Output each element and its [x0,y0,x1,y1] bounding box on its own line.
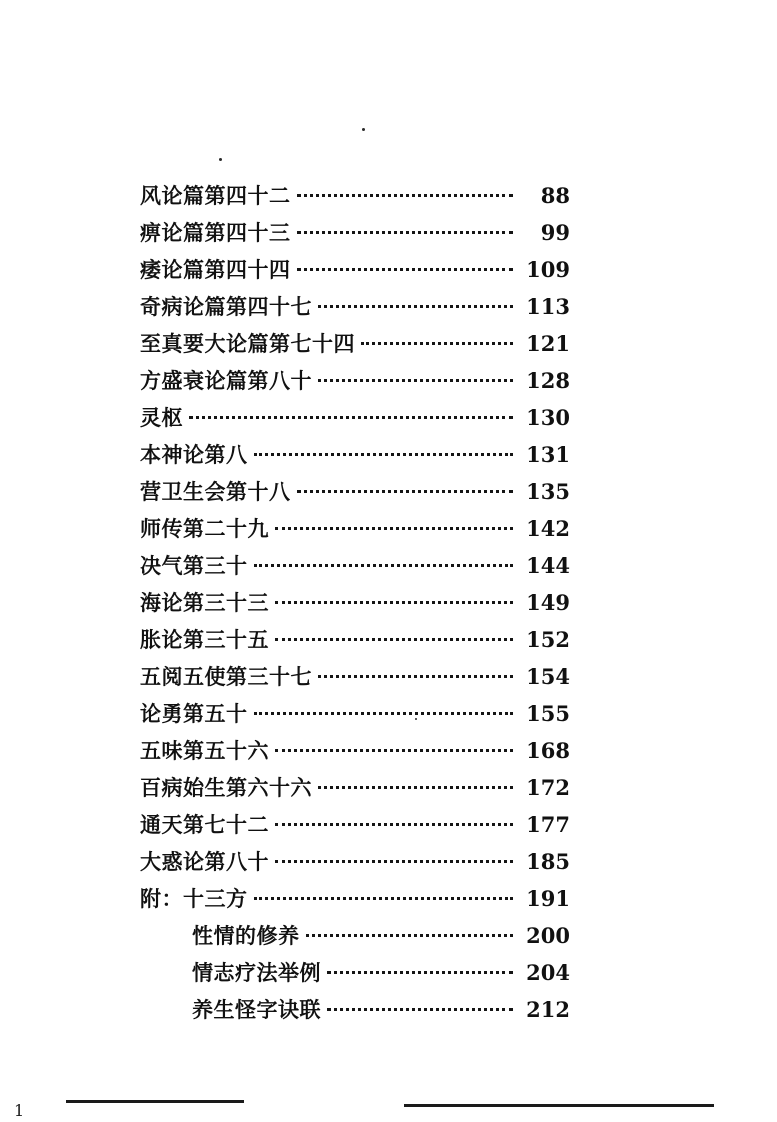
toc-entry-page: 121 [526,331,570,356]
toc-entry-page: 204 [526,960,570,985]
toc-entry-title: 五味第五十六 [140,739,269,763]
toc-leader-dots [275,849,513,869]
toc-entry-title: 五阅五使第三十七 [140,665,312,689]
toc-entry[interactable] [140,254,570,291]
toc-entry-page: 154 [526,664,570,689]
toc-entry-title: 决气第三十 [140,554,248,578]
toc-entry-title: 附：十三方 [140,887,248,911]
toc-entry[interactable] [140,550,570,587]
toc-entry[interactable] [140,809,570,846]
toc-entry[interactable] [140,587,570,624]
toc-leader-dots [254,886,514,906]
toc-leader-dots [275,738,513,758]
toc-entry-title: 胀论第三十五 [140,628,269,652]
toc-leader-dots [189,405,513,425]
toc-entry-page: 212 [526,997,570,1022]
toc-entry-title: 情志疗法举例 [192,961,321,985]
toc-leader-dots [318,368,513,388]
toc-entry[interactable] [140,957,570,994]
toc-entry-page: 99 [540,220,570,245]
toc-entry-page: 88 [540,183,570,208]
toc-entry-page: 109 [526,257,570,282]
toc-entry[interactable] [140,994,570,1031]
toc-entry-title: 灵枢 [140,406,183,430]
toc-leader-dots [254,442,514,462]
toc-leader-dots [297,479,514,499]
toc-entry-title: 方盛衰论篇第八十 [140,369,312,393]
toc-leader-dots [318,294,513,314]
toc-entry-page: 177 [526,812,570,837]
toc-entry[interactable] [140,439,570,476]
toc-leader-dots [318,664,513,684]
toc-entry-page: 155 [526,701,570,726]
toc-leader-dots [275,627,513,647]
footer-rule-left [66,1100,244,1103]
toc-entry-page: 149 [526,590,570,615]
toc-leader-dots [275,516,513,536]
toc-leader-dots [306,923,514,943]
toc-entry[interactable] [140,217,570,254]
toc-entry-title: 海论第三十三 [140,591,269,615]
toc-entry[interactable] [140,735,570,772]
toc-entry-title: 至真要大论篇第七十四 [140,332,355,356]
toc-entry[interactable] [140,402,570,439]
toc-leader-dots [254,553,514,573]
toc-entry[interactable] [140,846,570,883]
toc-entry[interactable] [140,920,570,957]
toc-entry[interactable] [140,180,570,217]
toc-entry[interactable] [140,291,570,328]
page-corner-mark: 1 [14,1101,25,1120]
toc-entry-page: 142 [526,516,570,541]
print-speck [219,158,222,161]
toc-entry-page: 200 [526,923,570,948]
toc-entry-page: 168 [526,738,570,763]
toc-entry-page: 172 [526,775,570,800]
toc-entry-title: 大惑论第八十 [140,850,269,874]
toc-leader-dots [327,960,513,980]
toc-entry-title: 百病始生第六十六 [140,776,312,800]
toc-leader-dots [297,183,514,203]
toc-entry-title: 师传第二十九 [140,517,269,541]
toc-entry[interactable] [140,476,570,513]
toc-leader-dots [297,257,514,277]
toc-entry-page: 130 [526,405,570,430]
toc-entry[interactable] [140,661,570,698]
toc-leader-dots [297,220,514,240]
toc-entry-page: 128 [526,368,570,393]
toc-entry-title: 本神论第八 [140,443,248,467]
toc-leader-dots [318,775,513,795]
toc-entry-title: 痹论篇第四十三 [140,221,291,245]
toc-entry-title: 痿论篇第四十四 [140,258,291,282]
toc-entry-page: 113 [526,294,570,319]
toc-leader-dots [327,997,513,1017]
toc-entry-page: 144 [526,553,570,578]
toc-entry-page: 185 [526,849,570,874]
toc-entry-title: 性情的修养 [192,924,300,948]
toc-entry[interactable] [140,698,570,735]
table-of-contents [140,180,570,1031]
footer-rule-right [404,1104,714,1107]
toc-entry[interactable] [140,772,570,809]
toc-entry[interactable] [140,365,570,402]
toc-entry-title: 营卫生会第十八 [140,480,291,504]
toc-entry-title: 养生怪字诀联 [192,998,321,1022]
toc-entry[interactable] [140,883,570,920]
toc-entry-page: 135 [526,479,570,504]
toc-entry[interactable] [140,624,570,661]
print-speck [362,128,365,131]
toc-leader-dots [254,701,514,721]
toc-leader-dots [275,590,513,610]
toc-entry-title: 论勇第五十 [140,702,248,726]
toc-entry-page: 152 [526,627,570,652]
toc-entry-page: 191 [526,886,570,911]
toc-entry-title: 奇病论篇第四十七 [140,295,312,319]
toc-entry-title: 通天第七十二 [140,813,269,837]
toc-entry-title: 风论篇第四十二 [140,184,291,208]
toc-entry[interactable] [140,328,570,365]
toc-entry[interactable] [140,513,570,550]
toc-entry-page: 131 [526,442,570,467]
toc-leader-dots [275,812,513,832]
toc-leader-dots [361,331,513,351]
